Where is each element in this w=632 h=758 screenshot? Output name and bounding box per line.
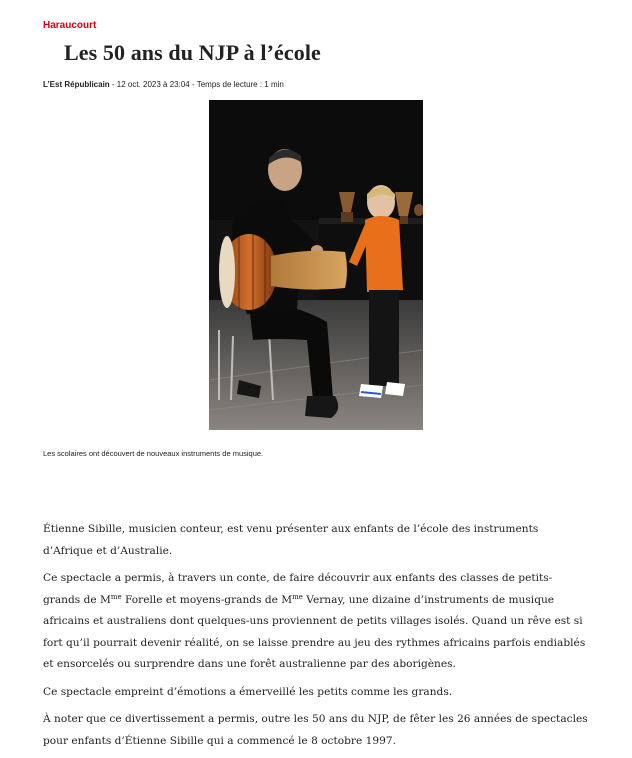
paragraph-2-part-b: Forelle et moyens-grands de M <box>121 593 293 606</box>
superscript-mme: me <box>110 592 122 601</box>
article-kicker[interactable]: Haraucourt <box>43 20 97 31</box>
paragraph-2-part-a: Ce spectacle a permis, à travers un conte, de faire découvrir aux enfants des classes de petits-grands de M <box>43 572 553 606</box>
article-title: Les 50 ans du NJP à l’école <box>64 40 321 65</box>
paragraph-2 <box>43 568 588 676</box>
paragraph-4: À noter que ce divertissement a permis, outre les 50 ans du NJP, de fêter les 26 années de spectacles pour enfants d’Étienne Sibille qui a commencé le 8 octobre 1997. <box>43 713 588 747</box>
superscript-mme: me <box>292 592 303 601</box>
paragraph-2-part-c: Vernay, une dizaine d’instruments de musique africains et australiens dont quelques-uns proviennent de petits villages isolés. Quand un rêve est si fort qu’il pourrait devenir réalité, on se laisse prendre au jeu des rythmes africains parfois endiablés et ensorcelés ou surprendre dans une forêt australienne par des aborigènes. <box>43 593 586 670</box>
article-source: L’Est Républicain <box>43 80 110 89</box>
paragraph-3: Ce spectacle empreint d’émotions a émerveillé les petits comme les grands. <box>43 685 453 698</box>
photo-illustration <box>209 100 423 430</box>
photo-caption: Les scolaires ont découvert de nouveaux instruments de musique. <box>43 449 264 458</box>
article-date-readtime: - 12 oct. 2023 à 23:04 - Temps de lecture : 1 min <box>109 80 284 89</box>
article-meta <box>43 80 284 89</box>
paragraph-1: Étienne Sibille, musicien conteur, est venu présenter aux enfants de l’école des instruments d’Afrique et d’Australie. <box>43 523 539 557</box>
article-photo <box>209 100 423 430</box>
article-body <box>43 519 588 758</box>
